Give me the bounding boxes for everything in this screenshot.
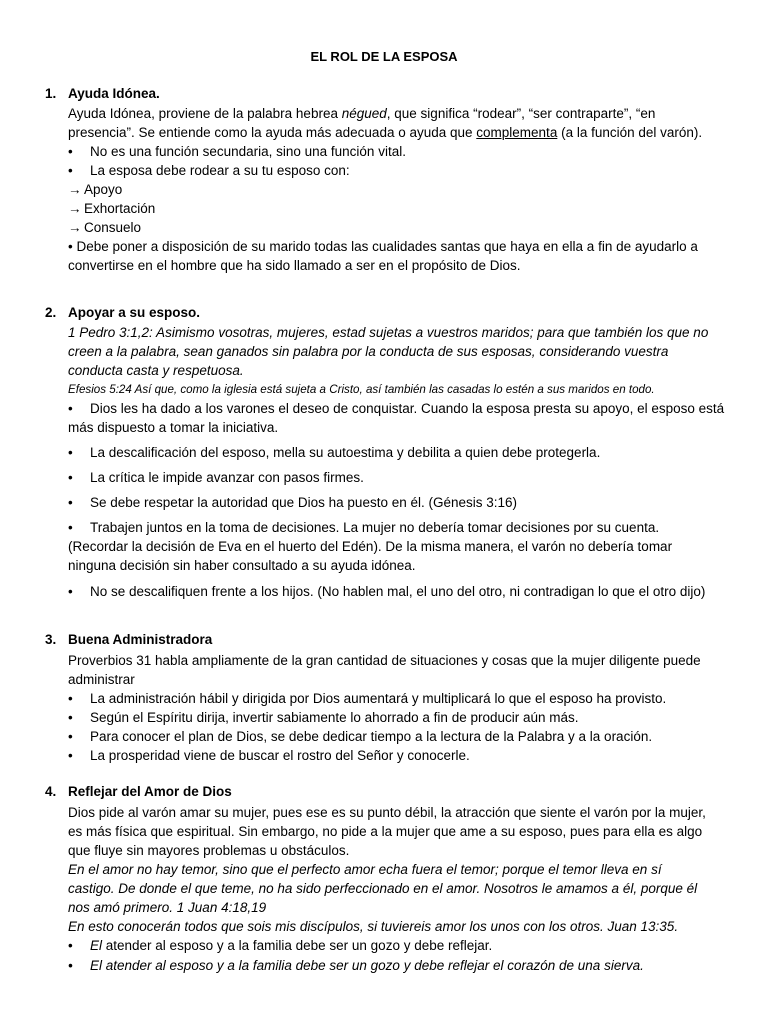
bullet-item: • La prosperidad viene de buscar el rostro del Señor y conocerle. (68, 748, 470, 763)
bullet-item: • Debe poner a disposición de su marido todas las cualidades santas que haya en ella a fin de ayudarlo a (68, 239, 698, 254)
bullet-item: • El atender al esposo y a la familia debe ser un gozo y debe reflejar. (68, 938, 493, 953)
verse-line: En el amor no hay temor, sino que el perfecto amor echa fuera el temor; porque el temor lleva en sí (68, 862, 662, 877)
bullet-item: • La administración hábil y dirigida por Dios aumentará y multiplicará lo que el esposo ha provisto. (68, 691, 667, 706)
section-3-paragraph-line: administrar (68, 672, 135, 687)
bullet-item: • La descalificación del esposo, mella su autoestima y debilita a quien debe protegerla. (68, 445, 601, 460)
section-3-heading: Buena Administradora (68, 632, 213, 647)
section-2-heading: Apoyar a su esposo. (68, 305, 201, 320)
bullet-item: • No se descalifiquen frente a los hijos. (No hablen mal, el uno del otro, ni contradigan lo que el otro dijo) (68, 584, 706, 599)
section-4-paragraph-line: es más física que espiritual. Sin embargo, no pide a la mujer que ame a su esposo, pues para ella es algo (68, 824, 703, 839)
arrow-icon: → (68, 201, 82, 216)
underlined-word: complementa (476, 125, 558, 140)
verse-line: 1 Pedro 3:1,2: Asimismo vosotras, mujeres, estad sujetas a vuestros maridos; para que también los que no (68, 325, 709, 340)
arrow-icon: → (68, 182, 82, 197)
section-1-paragraph-line: presencia”. Se entiende como la ayuda más adecuada o ayuda que complementa (a la función del varón). (68, 125, 703, 140)
bullet-item: • Dios les ha dado a los varones el deseo de conquistar. Cuando la esposa presta su apoyo, el esposo está (68, 401, 725, 416)
bullet-item-continued: ninguna decisión sin haber consultado a su ayuda idónea. (68, 558, 416, 573)
section-1-heading: Ayuda Idónea. (68, 86, 160, 101)
section-4-paragraph-line: Dios pide al varón amar su mujer, pues ese es su punto débil, la atracción que siente el varón por la mujer, (68, 805, 706, 820)
bullet-item: • La esposa debe rodear a su tu esposo con: (68, 163, 350, 178)
section-3-paragraph-line: Proverbios 31 habla ampliamente de la gran cantidad de situaciones y cosas que la mujer diligente puede (68, 653, 701, 668)
bullet-item: • No es una función secundaria, sino una función vital. (68, 144, 406, 159)
section-4-heading: Reflejar del Amor de Dios (68, 784, 232, 799)
section-1-number: 1. (45, 86, 57, 101)
bullet-item: • Se debe respetar la autoridad que Dios ha puesto en él. (Génesis 3:16) (68, 495, 518, 510)
arrow-icon: → (68, 220, 82, 235)
bullet-item-continued: más dispuesto a tomar la iniciativa. (68, 420, 279, 435)
verse-line: nos amó primero. 1 Juan 4:18,19 (68, 900, 267, 915)
bullet-item: • La crítica le impide avanzar con pasos firmes. (68, 470, 364, 485)
verse-line: conducta casta y respetuosa. (68, 363, 244, 378)
verse-line: Efesios 5:24 Así que, como la iglesia está sujeta a Cristo, así también las casadas lo estén a sus maridos en todo. (68, 383, 655, 396)
section-4-number: 4. (45, 784, 57, 799)
bullet-item: • Para conocer el plan de Dios, se debe dedicar tiempo a la lectura de la Palabra y a la oración. (68, 729, 653, 744)
verse-line: En esto conocerán todos que sois mis discípulos, si tuviereis amor los unos con los otros. Juan 13:35. (68, 919, 679, 934)
arrow-item: → Exhortación (68, 201, 156, 216)
bullet-item: • Según el Espíritu dirija, invertir sabiamente lo ahorrado a fin de producir aún más. (68, 710, 579, 725)
section-1-paragraph-line: Ayuda Idónea, proviene de la palabra hebrea négued, que significa “rodear”, “ser contraparte”, “en (68, 106, 656, 121)
section-4-paragraph-line: que fluye sin mayores problemas u obstáculos. (68, 843, 350, 858)
verse-line: creen a la palabra, sean ganados sin palabra por la conducta de sus esposas, considerando vuestra (68, 344, 669, 359)
bullet-item: • El atender al esposo y a la familia debe ser un gozo y debe reflejar el corazón de una sierva. (68, 958, 644, 973)
document-title: EL ROL DE LA ESPOSA (310, 49, 458, 64)
bullet-item-continued: (Recordar la decisión de Eva en el huerto del Edén). De la misma manera, el varón no debería tomar (68, 539, 673, 554)
section-2-number: 2. (45, 305, 57, 320)
bullet-item: • Trabajen juntos en la toma de decisiones. La mujer no debería tomar decisiones por su cuenta. (68, 520, 660, 535)
arrow-item: → Apoyo (68, 182, 123, 197)
arrow-item: → Consuelo (68, 220, 142, 235)
verse-line: castigo. De donde el que teme, no ha sido perfeccionado en el amor. Nosotros le amamos a él, porque él (68, 881, 698, 896)
bullet-item-continued: convertirse en el hombre que ha sido llamado a ser en el propósito de Dios. (68, 258, 521, 273)
section-3-number: 3. (45, 632, 57, 647)
